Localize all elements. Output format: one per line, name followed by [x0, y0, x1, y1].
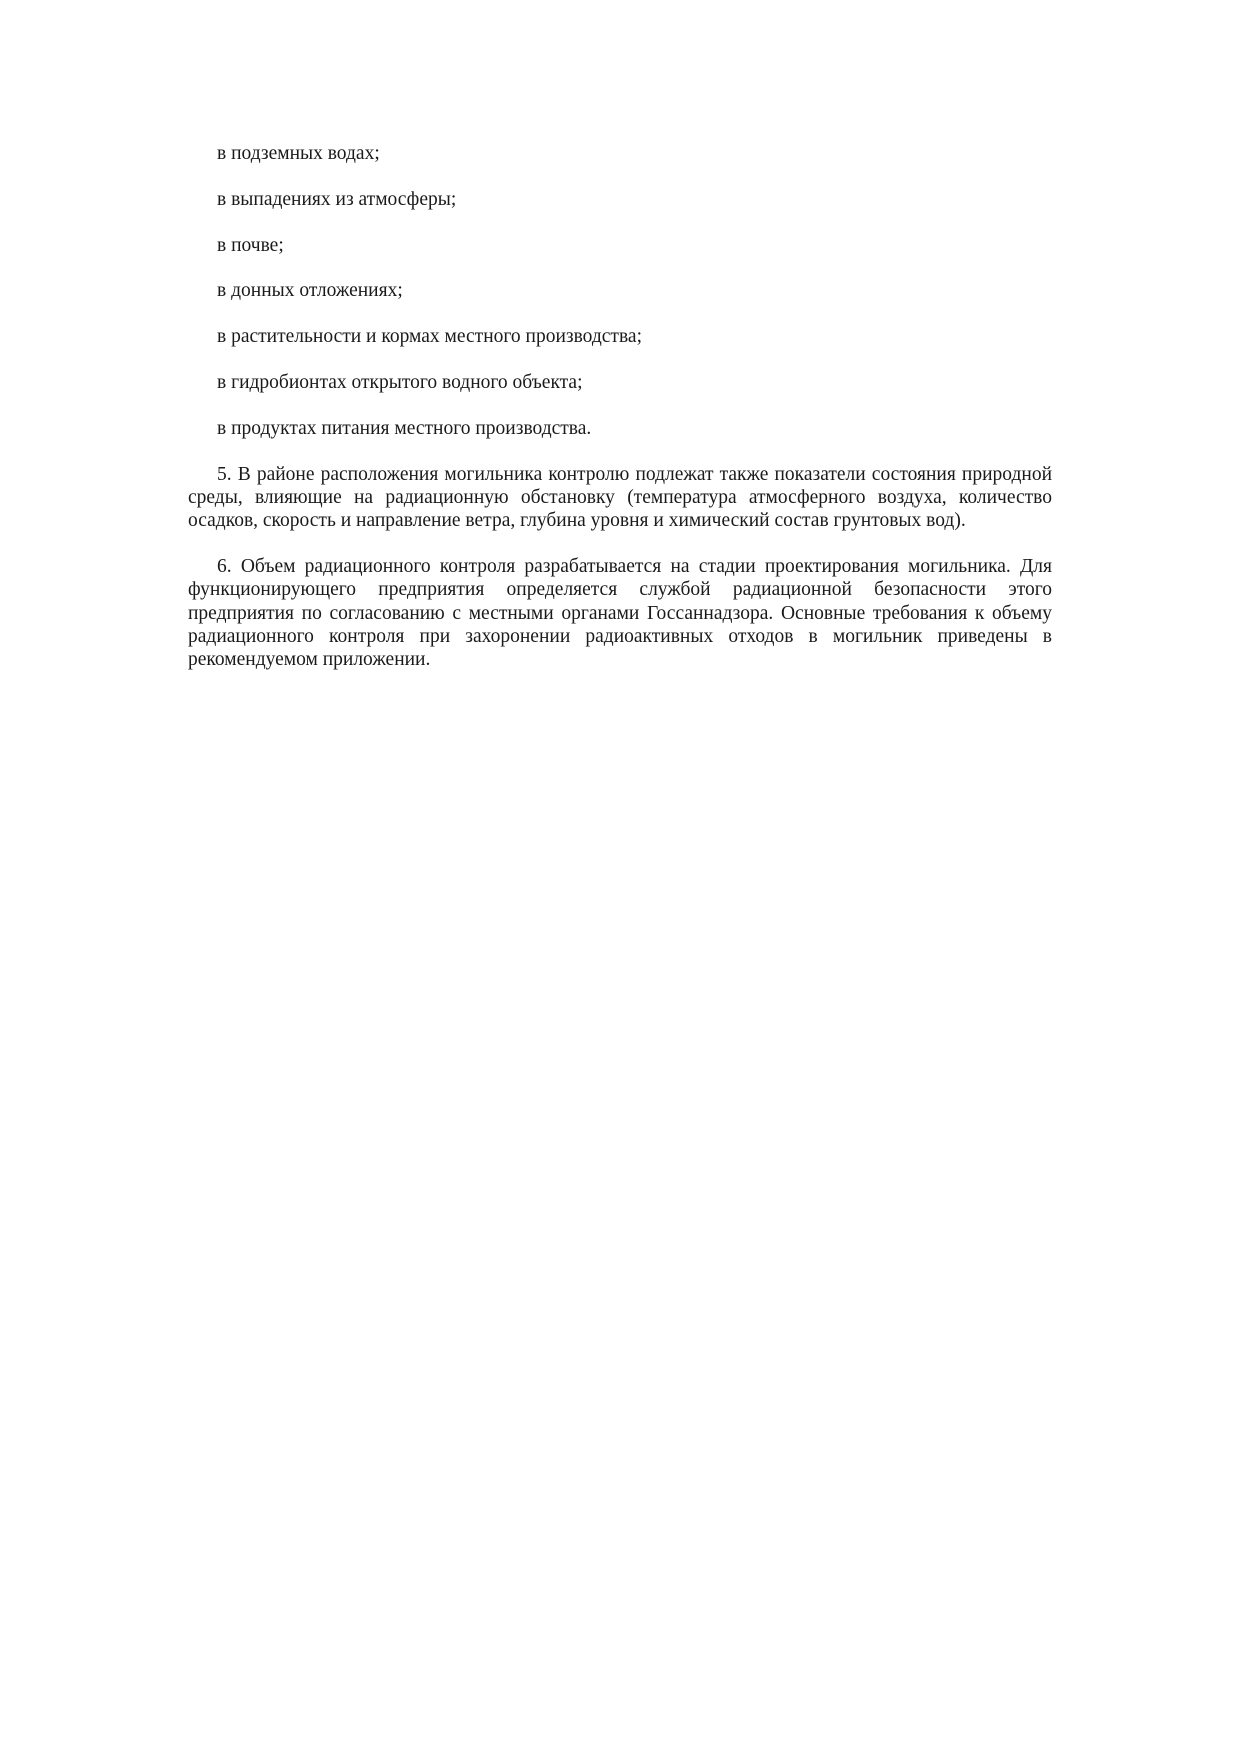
list-item-soil: в почве;	[217, 234, 284, 256]
list-item-vegetation-feed: в растительности и кормах местного производства;	[217, 326, 642, 348]
list-item-bottom-sediments: в донных отложениях;	[217, 280, 403, 302]
paragraph-5-environment-indicators: 5. В районе расположения могильника контролю подлежат также показатели состояния природной среды, влияющие на радиационную обстановку (температура атмосферного воздуха, количество осадков, скорость и направление ветра, глубина уровня и химический состав грунтовых вод).	[188, 463, 1052, 532]
list-item-hydrobionts: в гидробионтах открытого водного объекта;	[217, 371, 583, 393]
list-item-groundwater: в подземных водах;	[217, 143, 380, 164]
paragraph-6-control-scope: 6. Объем радиационного контроля разрабатывается на стадии проектирования могильника. Для функционирующего предприятия определяется службой радиационной безопасности этого предприятия по согласованию с местными органами Госсаннадзора. Основные требования к объему радиационного контроля при захоронении радиоактивных отходов в могильник приведены в рекомендуемом приложении.	[188, 555, 1052, 671]
list-item-food-products: в продуктах питания местного производства.	[217, 417, 592, 439]
list-item-atmospheric-fallout: в выпадениях из атмосферы;	[217, 188, 457, 210]
document-body	[188, 142, 1052, 694]
